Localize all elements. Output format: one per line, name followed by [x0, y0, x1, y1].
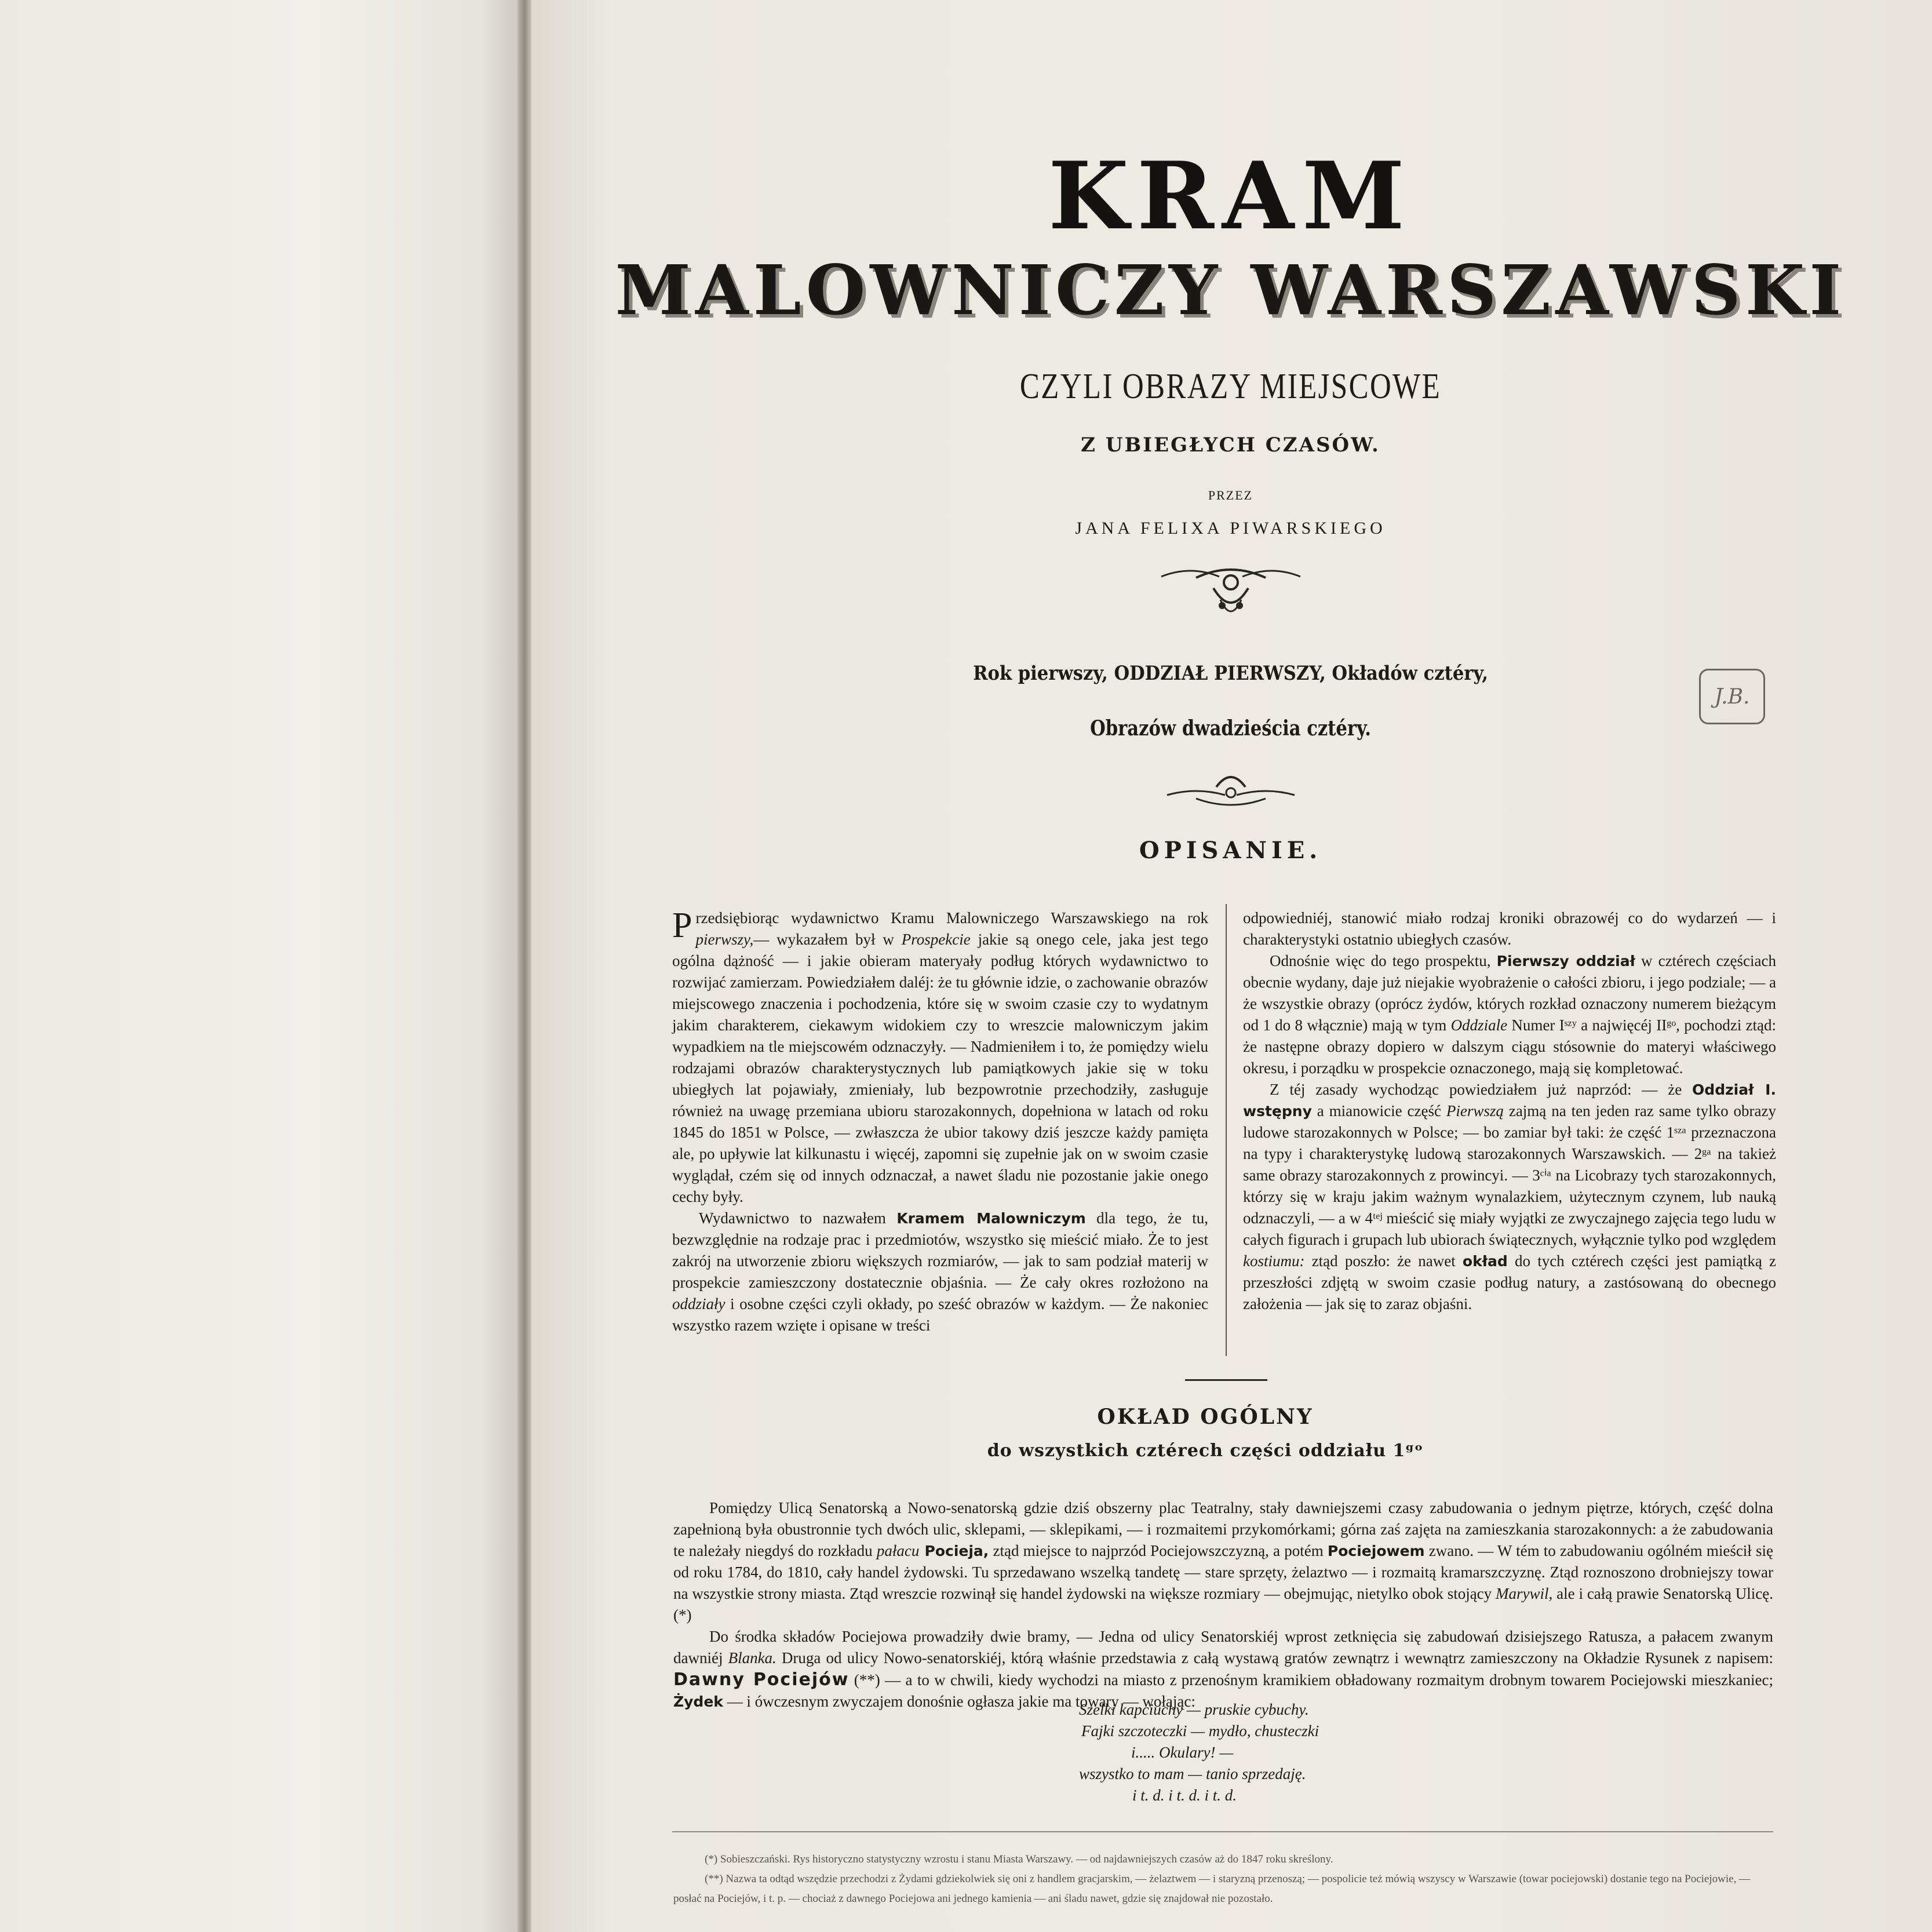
ornament-flourish-icon: [529, 565, 1932, 631]
stamp-initials: J.B.: [1714, 684, 1750, 709]
paragraph: Pomiędzy Ulicą Senatorską a Nowo-senatorską gdzie dziś obszerny plac Teatralny, stały dawniejszemi czasy zabudowania o jednym piętrze, których, część dolna zapełnioną była obustronnie tych dwóch ulic, sklepami, — sklepikami, — i rozmaitemi przykomórkami; górna zaś zajęta na zamieszkania starozakonnych: a że zabudowania te należały niegdyś do rozkładu pałacu Pocieja, ztąd miejsce to najprzód Pociejowszczyzną, a potém Pociejowem zwano. — W tém to zabudowaniu ogólném mieścił się od roku 1784, do 1810, cały handel żydowski. Tu sprzedawano wszelką tandetę — stare sprzęty, żelaztwo — i rozmaitą kramarszczyznę. Ztąd roznoszono drobniejszy towar na wszystkie strony miasta. Ztąd wreszcie rozwinął się handel żydowski na większe rozmiary — obejmując, nietylko obok stojący Marywil, ale i całą prawie Senatorską Ulicę. (*): [673, 1499, 1774, 1624]
left-blank-page: [0, 0, 524, 1932]
subtitle: CZYLI OBRAZY MIEJSCOWE: [1019, 367, 1442, 406]
verse-line: i t. d. i t. d. i t. d.: [1132, 1787, 1237, 1804]
paragraph: Z téj zasady wychodząc powiedziałem już naprzód: — że Oddział I. wstępny a mianowicie część Pierwszą zajmą na ten jeden raz same tylko obrazy ludowe starozakonnych w Polsce; — bo zamiar był taki: że część 1ˢᶻᵃ przeznaczona na typy i charakterystykę ludową starozakonnych Warszawskich. — 2ᵍᵃ na takież same obrazy starozakonnych z prowincyi. — 3ᶜⁱᵃ na Licobrazy tych starozakonnych, którzy się w kraju jakim ważnym wynalazkiem, użytecznym czynem, lub nauką odznaczyli, — a w 4ᵗᵉʲ mieścić się miały wyjątki ze zwyczajnego zajęcia tego ludu w całych figurach i grupach lub ubiorach świątecznych, wyłącznie tylko pod względem kostiumu: ztąd poszło: że nawet okład do tych cztérech części jest pamiątką z przeszłości zdjętą w swoim czasie podług natury, a zastósowaną do obecnego założenia — jak się to zaraz objaśni.: [1243, 1081, 1776, 1313]
ornament-divider-icon: [529, 770, 1932, 812]
book-gutter: [517, 0, 531, 1932]
paragraph: Wydawnictwo to nazwałem Kramem Malowniczym dla tego, że tu, bezwzględnie na rodzaje prac i przedmiotów, wszystko się mieścić miało. Że to jest zakrój na utworzenie zbioru większych rozmiarów, — jak to sam podział materij w prospekcie zamieszczony dostatecznie objaśnia. — Że cały okres rozłożono na oddziały i osobne części czyli okłady, po sześć obrazów w każdym. — Że nakoniec wszystko razem wzięte i opisane w treści: [672, 1209, 1208, 1334]
title-kram: KRAM: [1048, 141, 1413, 250]
section-body: [673, 1497, 1773, 1712]
street-cry-verse: [1079, 1699, 1319, 1806]
edition-line2: Obrazów dwadzieścia cztéry.: [1090, 716, 1371, 741]
section-title: OKŁAD OGÓLNY: [1097, 1405, 1314, 1429]
subtitle-times: Z UBIEGŁYCH CZASÓW.: [1081, 433, 1380, 457]
footnotes: [673, 1850, 1773, 1909]
footnote: (*) Sobieszczański. Rys historyczno statystyczny wzrostu i stanu Miasta Warszawy. — od najdawniejszych czasów aż do 1847 roku skreślony.: [705, 1853, 1333, 1865]
footnote: (**) Nazwa ta odtąd wszędzie przechodzi z Żydami gdziekolwiek się oni z handlem gracjarskim, — żelaztwem — i staryzną przenoszą; — pospolicie też mówią wszyscy w Warszawie (towar pociejowski) dostanie tego na Pociejowie, — posłać na Pociejów, i t. p. — chociaż z dawnego Pociejowa ani jednego kamienia — ani śladu nawet, gdzie się znajdował nie pozostało.: [673, 1873, 1751, 1905]
text-column-left: [672, 907, 1208, 1336]
edition-year: Rok pierwszy,: [973, 662, 1114, 685]
paragraph: odpowiedniéj, stanowić miało rodzaj kroniki obrazowéj co do wydarzeń — i charakterystyki ostatnio ubiegłych czasów.: [1243, 909, 1776, 948]
edition-division: ODDZIAŁ PIERWSZY: [1114, 662, 1320, 685]
verse-line: Szelki kapciuchy — pruskie cybuchy.: [1079, 1701, 1309, 1718]
opisanie-heading: OPISANIE.: [1139, 837, 1322, 864]
paragraph: Do środka składów Pociejowa prowadziły dwie bramy, — Jedna od ulicy Senatorskiéj wprost zetknięcia się zabudowań dzisiejszego Ratusza, a pałacem zwanym dawniéj Blanka. Druga od ulicy Nowo-senatorskiéj, którą właśnie przedstawia z całą wystawą gratów zewnątrz i wewnątrz zamieszczony na Okładzie Rysunek z napisem: Dawny Pociejów (**) — a to w chwili, kiedy wychodzi na miasto z przenośnym kramikiem obładowany rozmaitym drobnym towarem Pociejowski mieszkaniec; Żydek — i ówczesnym zwyczajem donośnie ogłasza jakie ma towary — wołając:: [673, 1628, 1773, 1710]
author: JANA FELIXA PIWARSKIEGO: [1075, 519, 1386, 538]
column-divider: [1226, 904, 1227, 1356]
edition-line1: [599, 662, 1862, 685]
footnote-rule: [672, 1831, 1773, 1832]
text-column-right: [1243, 907, 1776, 1315]
verse-line: i..... Okulary! —: [1131, 1744, 1234, 1761]
section-rule: [1185, 1379, 1267, 1381]
section-subtitle: do wszystkich cztérech części oddziału 1ᵍᵒ: [987, 1441, 1424, 1461]
title-main: MALOWNICZY WARSZAWSKI: [615, 250, 1846, 330]
przez-label: PRZEZ: [1208, 488, 1253, 502]
library-stamp: [1699, 669, 1765, 724]
paragraph: Odnośnie więc do tego prospektu, Pierwszy oddział w cztérech częściach obecnie wydany, daje już niejakie wyobrażenie o całości zbioru, i jego podziale; — a że wszystkie obrazy (oprócz żydów, których rozkład oznaczony numerem bieżącym od 1 do 8 włącznie) mają w tym Oddziale Numer Iˢᶻʸ a najwięcéj IIᵍᵒ, pochodzi ztąd: że następne obrazy dopiero w dalszym ciągu stósownie do materyi właściwego okresu, i porządku w prospekcie oznaczonego, mają się kompletować.: [1243, 952, 1776, 1077]
edition-covers: , Okładów cztéry,: [1319, 662, 1488, 685]
verse-line: Fajki szczoteczki — mydło, chusteczki: [1081, 1722, 1319, 1740]
verse-line: wszystko to mam — tanio sprzedaję.: [1079, 1765, 1306, 1782]
dropcap: P: [672, 906, 692, 945]
paragraph: Przedsiębiorąc wydawnictwo Kramu Malowniczego Warszawskiego na rok pierwszy,— wykazałem był w Prospekcie jakie są onego cele, jaka jest tego ogólna dążność — i jakie obieram materyały podług których wydawnictwo to rozwijać zamierzam. Powiedziałem daléj: że tu głównie idzie, o zachowanie obrazów miejscowego znaczenia i pochodzenia, które się w swoim czasie czy to wydatnym jakim charakterem, ciekawym widokiem czy to wreszcie malowniczym jakim wypadkiem na tle miejscowém odznaczyły. — Nadmieniłem i to, że pomiędzy wielu rodzajami obrazów charakterystycznych lub pamiątkowych jakie się w toku ubiegłych lat pojawiały, zmieniały, lub bezpowrotnie przechodziły, zasługuje również na uwagę przemiana ubioru starozakonnych, dopełniona w latach od roku 1845 do 1851 w Polsce, — zwłaszcza że ubior takowy dziś jeszcze każdy pamięta ale, po upływie lat kilkunastu i więcéj, zapomni się zupełnie jak on w swoim czasie wyglądał, czém się od innych odznaczał, a nawet śladu nie pozostanie jakie onego cechy były.: [672, 906, 1208, 1205]
